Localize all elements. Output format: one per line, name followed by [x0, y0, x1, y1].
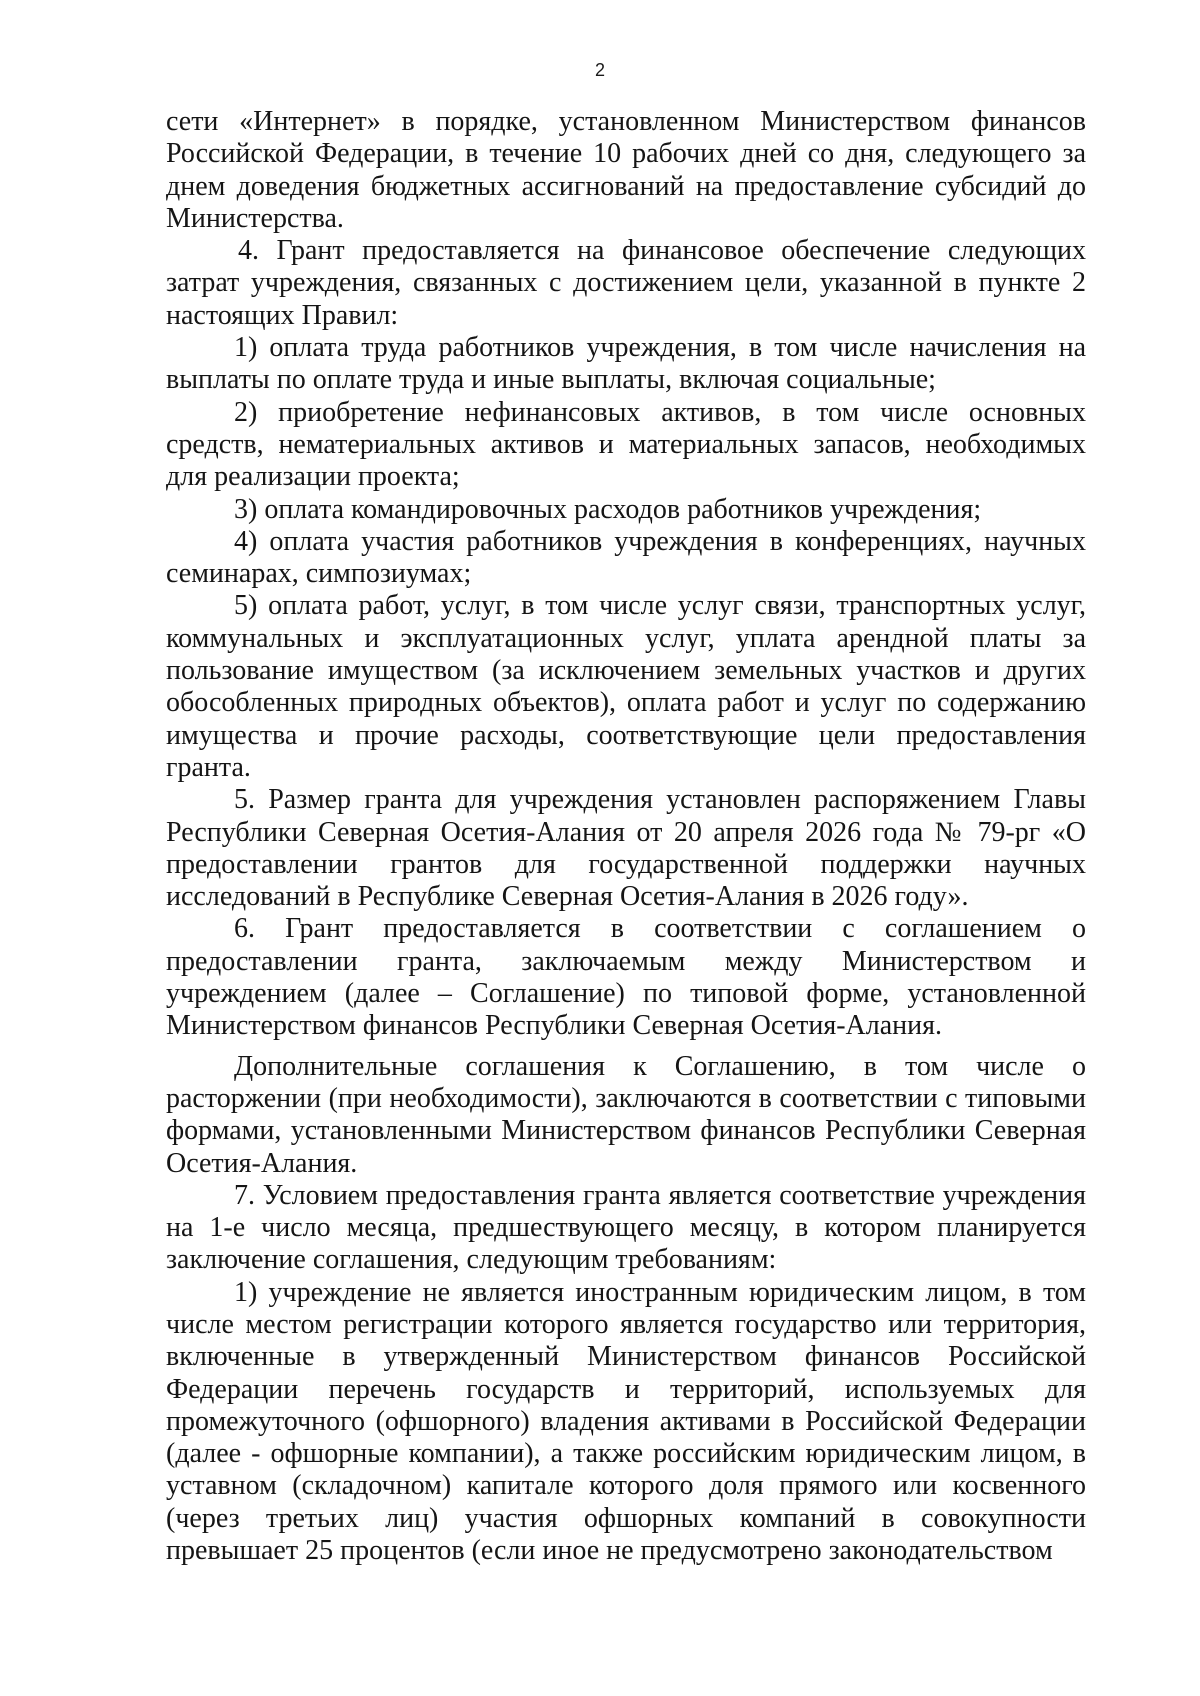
- list-item-4-5: 5) оплата работ, услуг, в том числе услуг связи, транспортных услуг, коммунальных и эксплуатационных услуг, уплата арендной платы за пользование имуществом (за исключением земельных участков и других обособленных природных объектов), оплата работ и услуг по содержанию имущества и прочие расходы, соответствующие цели предоставления гранта.: [166, 590, 1086, 783]
- list-item-4-2: 2) приобретение нефинансовых активов, в том числе основных средств, нематериальных активов и материальных запасов, необходимых для реализации проекта;: [166, 396, 1086, 493]
- paragraph-item-6: 6. Грант предоставляется в соответствии с соглашением о предоставлении гранта, заключаемым между Министерством и учреждением (далее – Соглашение) по типовой форме, установленной Министерством финансов Республики Северная Осетия-Алания.: [166, 913, 1086, 1042]
- list-item-7-1: 1) учреждение не является иностранным юридическим лицом, в том числе местом регистрации которого является государство или территория, включенные в утвержденный Министерством финансов Российской Федерации перечень государств и территорий, используемых для промежуточного (офшорного) владения активами в Российской Федерации (далее - офшорные компании), а также российским юридическим лицом, в уставном (складочном) капитале которого доля прямого или косвенного (через третьих лиц) участия офшорных компаний в совокупности превышает 25 процентов (если иное не предусмотрено законодательством: [166, 1276, 1086, 1567]
- paragraph-item-4: 4. Грант предоставляется на финансовое обеспечение следующих затрат учреждения, связанных с достижением цели, указанной в пункте 2 настоящих Правил:: [166, 235, 1086, 331]
- page-number: 2: [594, 60, 605, 80]
- paragraph-continuation: сети «Интернет» в порядке, установленном Министерством финансов Российской Федерации, в течение 10 рабочих дней со дня, следующего за днем доведения бюджетных ассигнований на предоставление субсидий до Министерства.: [166, 106, 1086, 234]
- paragraph-item-7: 7. Условием предоставления гранта является соответствие учреждения на 1-е число месяца, предшествующего месяцу, в котором планируется заключение соглашения, следующим требованиям:: [166, 1179, 1086, 1276]
- list-item-4-4: 4) оплата участия работников учреждения в конференциях, научных семинарах, симпозиумах;: [166, 525, 1086, 590]
- paragraph-additional-agreements: Дополнительные соглашения к Соглашению, в том числе о расторжении (при необходимости), заключаются в соответствии с типовыми формами, установленными Министерством финансов Республики Северная Осетия-Алания.: [166, 1050, 1086, 1179]
- paragraph-item-5: 5. Размер гранта для учреждения установлен распоряжением Главы Республики Северная Осетия-Алания от 20 апреля 2026 года № 79-рг «О предоставлении грантов для государственной поддержки научных исследований в Республике Северная Осетия-Алания в 2026 году».: [166, 784, 1086, 913]
- document-body: [166, 106, 1086, 1567]
- list-item-4-1: 1) оплата труда работников учреждения, в том числе начисления на выплаты по оплате труда и иные выплаты, включая социальные;: [166, 332, 1086, 396]
- list-item-4-3: 3) оплата командировочных расходов работников учреждения;: [234, 493, 982, 525]
